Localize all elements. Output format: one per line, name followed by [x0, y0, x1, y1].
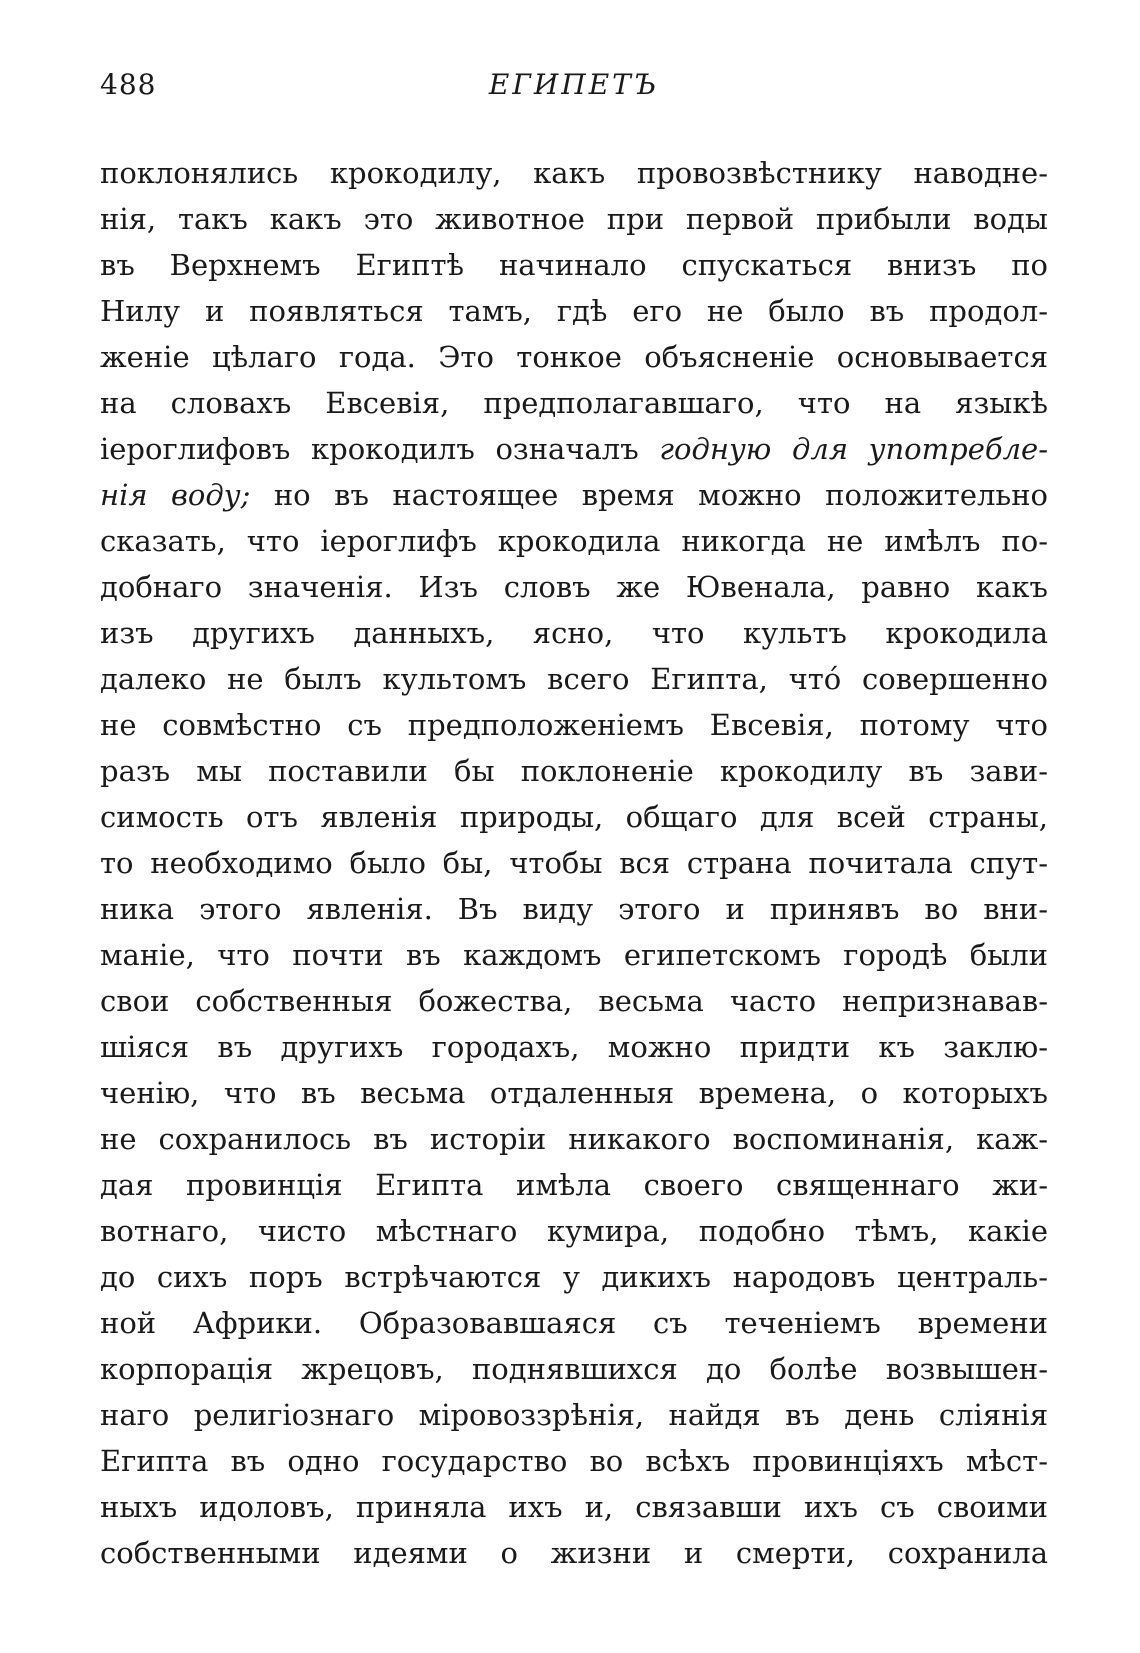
text-line: поклонялись крокодилу, какъ провозвѣстнику наводне-	[100, 156, 1048, 190]
text-line: то необходимо было бы, чтобы вся страна почитала спут-	[100, 846, 1048, 880]
text-line: симость отъ явленія природы, общаго для всей страны,	[100, 800, 1048, 834]
text-line: разъ мы поставили бы поклоненіе крокодилу въ зави-	[100, 754, 1048, 788]
text-line: не сохранилось въ исторіи никакого воспоминанія, каж-	[100, 1122, 1048, 1156]
text-run: іероглифовъ крокодилъ означалъ	[100, 432, 660, 466]
page-number: 488	[100, 68, 157, 101]
text-line: изъ другихъ данныхъ, ясно, что культъ крокодила	[100, 616, 1048, 650]
text-line: ныхъ идоловъ, приняла ихъ и, связавши ихъ съ своими	[100, 1490, 1048, 1524]
text-line: вотнаго, чисто мѣстнаго кумира, подобно тѣмъ, какіе	[100, 1214, 1048, 1248]
italic-text-run: нія воду;	[100, 478, 251, 512]
text-line: въ Верхнемъ Египтѣ начинало спускаться внизъ по	[100, 248, 1048, 282]
text-line: дая провинція Египта имѣла своего священнаго жи-	[100, 1168, 1048, 1202]
text-line: Египта въ одно государство во всѣхъ провинціяхъ мѣст-	[100, 1444, 1048, 1478]
text-line: не совмѣстно съ предположеніемъ Евсевія, потому что	[100, 708, 1048, 742]
text-line: далеко не былъ культомъ всего Египта, что́ совершенно	[100, 662, 1048, 696]
text-line: сказать, что іероглифъ крокодила никогда не имѣлъ по-	[100, 524, 1048, 558]
text-line: маніе, что почти въ каждомъ египетскомъ городѣ были	[100, 938, 1048, 972]
text-line: шіяся въ другихъ городахъ, можно придти къ заклю-	[100, 1030, 1048, 1064]
text-run: но въ настоящее время можно положительно	[250, 478, 1048, 512]
text-line: добнаго значенія. Изъ словъ же Ювенала, равно какъ	[100, 570, 1048, 604]
text-line: свои собственныя божества, весьма часто непризнавав-	[100, 984, 1048, 1018]
text-line	[100, 472, 1048, 518]
text-line: ника этого явленія. Въ виду этого и принявъ во вни-	[100, 892, 1048, 926]
text-line: на словахъ Евсевія, предполагавшаго, что на языкѣ	[100, 386, 1048, 420]
italic-text-run: годную для употребле-	[659, 432, 1048, 466]
text-line: Нилу и появляться тамъ, гдѣ его не было въ продол-	[100, 294, 1048, 328]
text-line: ченію, что въ весьма отдаленныя времена, о которыхъ	[100, 1076, 1048, 1110]
running-title: ЕГИПЕТЪ	[488, 68, 660, 101]
text-line: ной Африки. Образовавшаяся съ теченіемъ времени	[100, 1306, 1048, 1340]
text-line: наго религіознаго міровоззрѣнія, найдя въ день сліянія	[100, 1398, 1048, 1432]
running-head	[100, 68, 1048, 112]
text-line: до сихъ поръ встрѣчаются у дикихъ народовъ централь-	[100, 1260, 1048, 1294]
text-line: женіе цѣлаго года. Это тонкое объясненіе основывается	[100, 340, 1048, 374]
text-line: нія, такъ какъ это животное при первой прибыли воды	[100, 202, 1048, 236]
text-line	[100, 426, 1048, 472]
text-line: корпорація жрецовъ, поднявшихся до болѣе возвышен-	[100, 1352, 1048, 1386]
body-text	[100, 150, 1048, 1576]
text-line: собственными идеями о жизни и смерти, сохранила	[100, 1536, 1048, 1570]
